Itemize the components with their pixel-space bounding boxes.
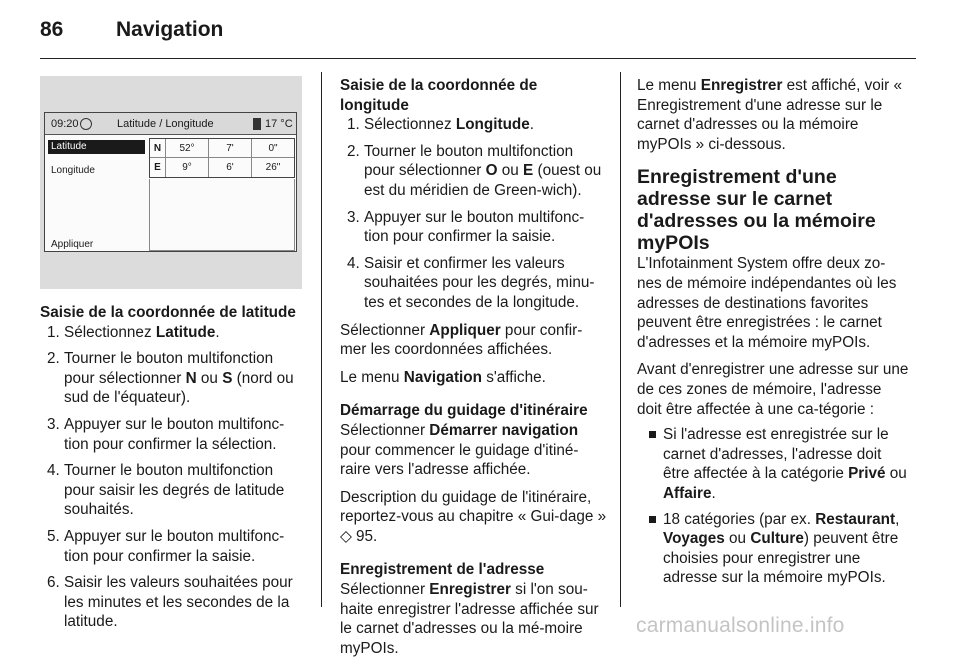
header-rule (40, 58, 916, 59)
list-item: Si l'adresse est enregistrée sur le carnet d'adresses, l'adresse doit être affectée à la catégorie Privé ou Affaire. (637, 425, 910, 503)
coord-deg: 52° (166, 139, 209, 158)
coord-min: 7' (209, 139, 252, 158)
bullet-icon (649, 516, 656, 523)
coord-sec: 26" (265, 162, 281, 173)
coord-min: 6' (209, 158, 252, 177)
watermark: carmanualsonline.info (636, 614, 845, 637)
page-number: 86 (40, 18, 64, 41)
list-item: 4. Saisir et confirmer les valeurs souhaitées pour les degrés, minu-tes et secondes de la longitude. (347, 254, 595, 311)
display-screen (44, 112, 297, 252)
paragraph: Description du guidage de l'itinéraire, reportez-vous au chapitre « Gui-dage » ◇ 95. (340, 488, 607, 545)
section-heading: Enregistrement de l'adresse (340, 561, 545, 579)
bullet-icon (649, 431, 656, 438)
screen-panel (149, 179, 295, 251)
coord-dir: N (150, 139, 166, 158)
list-item: 18 catégories (par ex. Restaurant, Voyages ou Culture) peuvent être choisies pour enregistrer une adresse sur la mémoire myPOIs. (637, 510, 910, 588)
menu-apply: Appliquer (51, 239, 94, 250)
step-list (340, 115, 608, 312)
column-1 (40, 76, 308, 632)
clock-icon (80, 118, 92, 130)
paragraph: Sélectionner Appliquer pour confir-mer les coordonnées affichées. (340, 321, 583, 359)
step-list (40, 323, 308, 632)
coordinate-grid (149, 138, 295, 178)
paragraph: Le menu Navigation s'affiche. (340, 368, 546, 386)
list-item: 1. Sélectionnez Longitude. (347, 116, 535, 134)
section-heading: Démarrage du guidage d'itinéraire (340, 402, 588, 420)
paragraph: Sélectionner Enregistrer si l'on sou-haite enregistrer l'adresse affichée sur le carnet d'adresses ou la mé-moire myPOIs. (340, 581, 599, 657)
menu-longitude: Longitude (51, 165, 95, 176)
list-item: 3. Appuyer sur le bouton multifonc-tion pour confirmer la saisie. (347, 208, 585, 246)
screen-status-bar (45, 113, 296, 135)
coord-deg: 9° (166, 158, 209, 177)
screen-time: 09:20 (51, 118, 79, 130)
phone-icon (253, 118, 261, 130)
menu-latitude: Latitude (48, 140, 145, 154)
list-item: 5. Appuyer sur le bouton multifonc-tion pour confirmer la saisie. (47, 527, 285, 565)
column-divider (620, 72, 621, 607)
column-divider (321, 72, 322, 607)
paragraph: Le menu Enregistrer est affiché, voir « Enregistrement d'une adresse sur le carnet d'adresses ou la mémoire myPOIs » ci-dessous. (637, 77, 903, 153)
section-heading: Enregistrement d'une adresse sur le carnet d'adresses ou la mémoire myPOIs (637, 166, 876, 255)
list-item: 6. Saisir les valeurs souhaitées pour les minutes et les secondes de la latitude. (47, 574, 293, 631)
list-item: 2. Tourner le bouton multifonction pour sélectionner N ou S (nord ou sud de l'équateur). (47, 350, 294, 407)
list-item: 4. Tourner le bouton multifonction pour saisir les degrés de latitude souhaités. (47, 462, 285, 519)
coord-dir: E (150, 158, 166, 177)
column-2 (340, 76, 608, 658)
page-title: Navigation (116, 18, 224, 41)
column-3 (637, 76, 910, 588)
paragraph: Sélectionner Démarrer navigation pour commencer le guidage d'itiné-raire vers l'adresse affichée. (340, 421, 579, 479)
list-item: 1. Sélectionnez Latitude. (47, 323, 220, 341)
paragraph: L'Infotainment System offre deux zo-nes de mémoire indépendantes où les adresses de destinations favorites peuvent être enregistrées : le carnet d'adresses et la mémoire myPOIs. (637, 255, 897, 351)
screen-title: Latitude / Longitude (117, 118, 214, 130)
bullet-list (637, 425, 910, 588)
paragraph: Avant d'enregistrer une adresse sur une de ces zones de mémoire, l'adresse doit être affectée à une ca-tégorie : (637, 361, 909, 418)
section-heading: Saisie de la coordonnée de longitude (340, 77, 538, 114)
section-heading: Saisie de la coordonnée de latitude (40, 304, 296, 321)
list-item: 3. Appuyer sur le bouton multifonc-tion pour confirmer la sélection. (47, 415, 285, 453)
screen-illustration (40, 76, 302, 289)
screen-temperature: 17 °C (265, 118, 293, 130)
list-item: 2. Tourner le bouton multifonction pour sélectionner O ou E (ouest ou est du méridien de Green-wich). (347, 142, 602, 199)
coord-sec: 0" (252, 139, 294, 158)
